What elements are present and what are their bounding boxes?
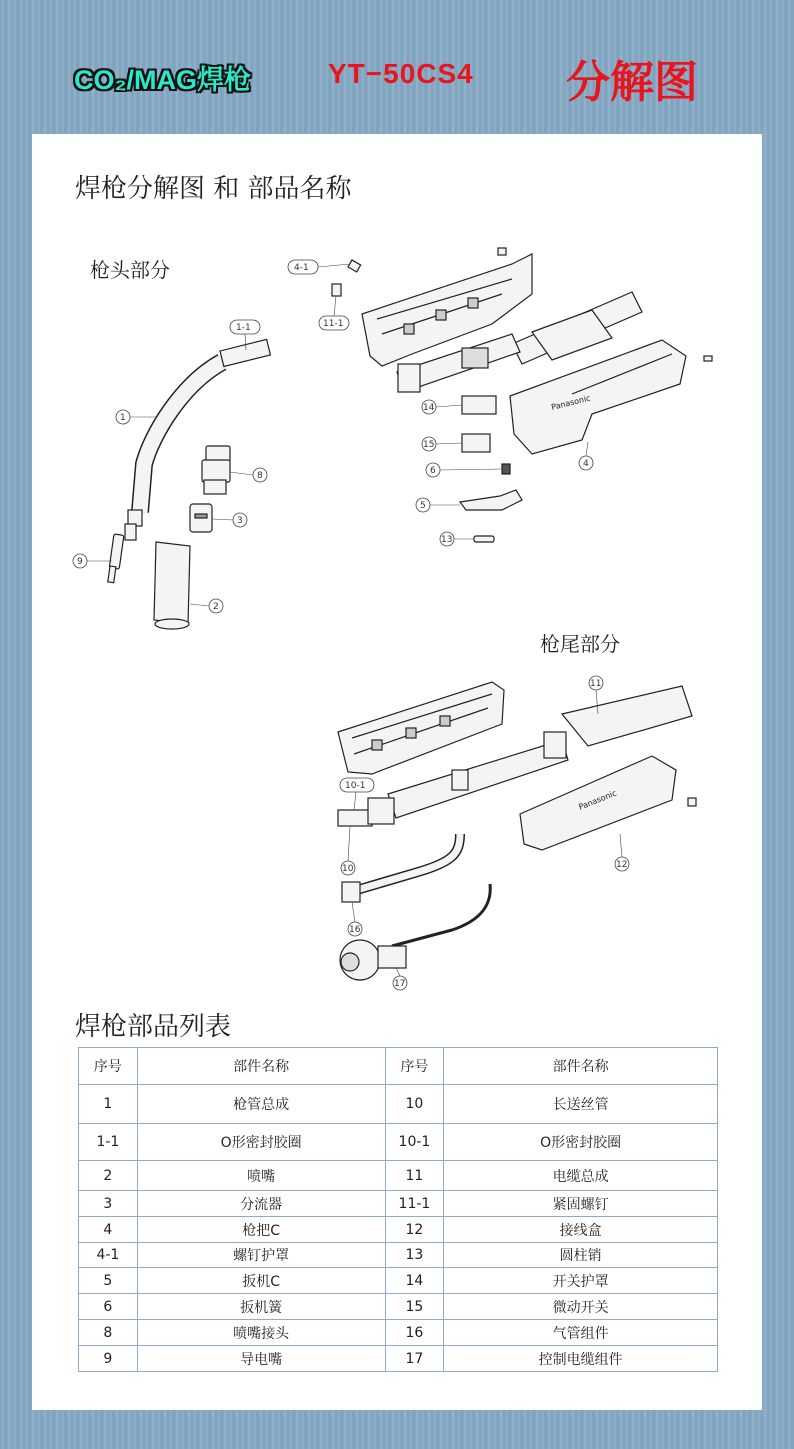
svg-text:17: 17 xyxy=(394,979,406,989)
svg-text:11: 11 xyxy=(590,679,602,689)
svg-text:11-1: 11-1 xyxy=(323,319,344,329)
cell-no: 2 xyxy=(79,1161,138,1191)
part-8-nozzle-joint xyxy=(202,446,230,494)
cell-name: O形密封胶圈 xyxy=(137,1124,385,1161)
cell-name: 喷嘴接头 xyxy=(137,1320,385,1346)
content-panel xyxy=(32,134,762,1410)
cell-name: 枪把C xyxy=(137,1217,385,1243)
svg-text:6: 6 xyxy=(430,466,436,476)
callout-14 xyxy=(422,400,462,414)
callout-2 xyxy=(190,599,223,613)
cell-name: 扳机C xyxy=(137,1268,385,1294)
part-16-gas-hose xyxy=(342,834,460,902)
cell-no: 10-1 xyxy=(385,1124,444,1161)
table-row xyxy=(79,1243,718,1268)
cell-no: 1 xyxy=(79,1085,138,1124)
svg-text:9: 9 xyxy=(77,557,83,567)
cell-no: 16 xyxy=(385,1320,444,1346)
callout-16 xyxy=(348,902,362,936)
table-row xyxy=(79,1268,718,1294)
cell-name: O形密封胶圈 xyxy=(444,1124,718,1161)
cell-no: 8 xyxy=(79,1320,138,1346)
svg-text:10: 10 xyxy=(342,864,354,874)
callout-17 xyxy=(393,968,407,990)
tail-part-label: 枪尾部分 xyxy=(540,632,620,656)
cell-no: 6 xyxy=(79,1294,138,1320)
cell-name: 气管组件 xyxy=(444,1320,718,1346)
part-handle-half-tail xyxy=(338,682,504,774)
cell-no: 14 xyxy=(385,1268,444,1294)
cell-name: 长送丝管 xyxy=(444,1085,718,1124)
cell-name: 枪管总成 xyxy=(137,1085,385,1124)
cell-name: 开关护罩 xyxy=(444,1268,718,1294)
table-row xyxy=(79,1191,718,1217)
callout-15 xyxy=(422,437,462,451)
cell-no: 1-1 xyxy=(79,1124,138,1161)
cell-name: 导电嘴 xyxy=(137,1346,385,1372)
cell-name: 控制电缆组件 xyxy=(444,1346,718,1372)
svg-text:2: 2 xyxy=(213,602,219,612)
parts-section-title: 焊枪部品列表 xyxy=(75,1012,232,1042)
svg-text:12: 12 xyxy=(616,860,628,870)
table-row xyxy=(79,1346,718,1372)
cell-no: 15 xyxy=(385,1294,444,1320)
cell-no: 4-1 xyxy=(79,1243,138,1268)
cell-no: 12 xyxy=(385,1217,444,1243)
header-no-left: 序号 xyxy=(79,1048,138,1085)
cell-name: 接线盒 xyxy=(444,1217,718,1243)
callout-6 xyxy=(426,463,502,477)
callout-10 xyxy=(341,826,355,875)
callout-9 xyxy=(73,554,112,568)
svg-text:8: 8 xyxy=(257,471,263,481)
diagram-section-title: 焊枪分解图 和 部品名称 xyxy=(75,174,352,204)
cell-no: 10 xyxy=(385,1085,444,1124)
cell-no: 9 xyxy=(79,1346,138,1372)
header-no-right: 序号 xyxy=(385,1048,444,1085)
cell-no: 11 xyxy=(385,1161,444,1191)
callout-12 xyxy=(615,834,629,871)
cell-name: 微动开关 xyxy=(444,1294,718,1320)
svg-text:13: 13 xyxy=(441,535,453,545)
svg-text:4-1: 4-1 xyxy=(294,263,309,273)
callout-1 xyxy=(116,410,156,424)
part-5-trigger xyxy=(460,490,522,510)
cell-name: 螺钉护罩 xyxy=(137,1243,385,1268)
part-17-control-cable xyxy=(340,884,490,980)
cell-name: 圆柱销 xyxy=(444,1243,718,1268)
part-12-junction-box xyxy=(520,756,696,850)
head-part-label: 枪头部分 xyxy=(90,258,170,282)
svg-text:16: 16 xyxy=(349,925,361,935)
cell-name: 喷嘴 xyxy=(137,1161,385,1191)
part-13-pin xyxy=(474,536,494,542)
header-name-right: 部件名称 xyxy=(444,1048,718,1085)
part-3-diffuser xyxy=(190,504,212,532)
callout-13 xyxy=(440,532,474,546)
part-6-trigger-spring xyxy=(502,464,510,474)
svg-text:1-1: 1-1 xyxy=(236,323,251,333)
part-2-nozzle xyxy=(154,542,190,629)
svg-text:3: 3 xyxy=(237,516,243,526)
callout-11-1 xyxy=(319,296,349,330)
part-14-switch-cover xyxy=(462,396,496,414)
svg-text:1: 1 xyxy=(120,413,126,423)
model-name: CO₂/MAG焊枪 xyxy=(74,65,251,95)
header-name-left: 部件名称 xyxy=(137,1048,385,1085)
brand-text-tail: Panasonic xyxy=(577,788,618,812)
cell-name: 扳机簧 xyxy=(137,1294,385,1320)
callout-4 xyxy=(579,442,593,470)
model-code: YT−50CS4 xyxy=(328,58,474,89)
parts-table xyxy=(78,1047,718,1372)
table-row xyxy=(79,1320,718,1346)
cell-name: 电缆总成 xyxy=(444,1161,718,1191)
cell-no: 13 xyxy=(385,1243,444,1268)
table-row xyxy=(79,1294,718,1320)
svg-text:14: 14 xyxy=(423,403,435,413)
callout-3 xyxy=(212,513,247,527)
brand-text-head: Panasonic xyxy=(550,393,592,412)
cell-no: 11-1 xyxy=(385,1191,444,1217)
part-15-micro-switch xyxy=(462,434,490,452)
cell-no: 17 xyxy=(385,1346,444,1372)
header xyxy=(0,40,794,120)
callout-4-1 xyxy=(288,260,350,274)
table-row xyxy=(79,1124,718,1161)
cell-no: 4 xyxy=(79,1217,138,1243)
table-row xyxy=(79,1217,718,1243)
cell-no: 5 xyxy=(79,1268,138,1294)
callout-5 xyxy=(416,498,460,512)
cell-no: 3 xyxy=(79,1191,138,1217)
cell-name: 分流器 xyxy=(137,1191,385,1217)
cell-name: 紧固螺钉 xyxy=(444,1191,718,1217)
table-header-row xyxy=(79,1048,718,1085)
svg-text:4: 4 xyxy=(583,459,589,469)
table-row xyxy=(79,1161,718,1191)
svg-text:10-1: 10-1 xyxy=(345,781,366,791)
callout-8 xyxy=(230,468,267,482)
table-row xyxy=(79,1085,718,1124)
page-title: 分解图 xyxy=(566,58,698,107)
exploded-view-diagram xyxy=(32,134,762,1014)
svg-text:5: 5 xyxy=(420,501,426,511)
svg-text:15: 15 xyxy=(423,440,435,450)
part-9-contact-tip xyxy=(108,534,124,583)
